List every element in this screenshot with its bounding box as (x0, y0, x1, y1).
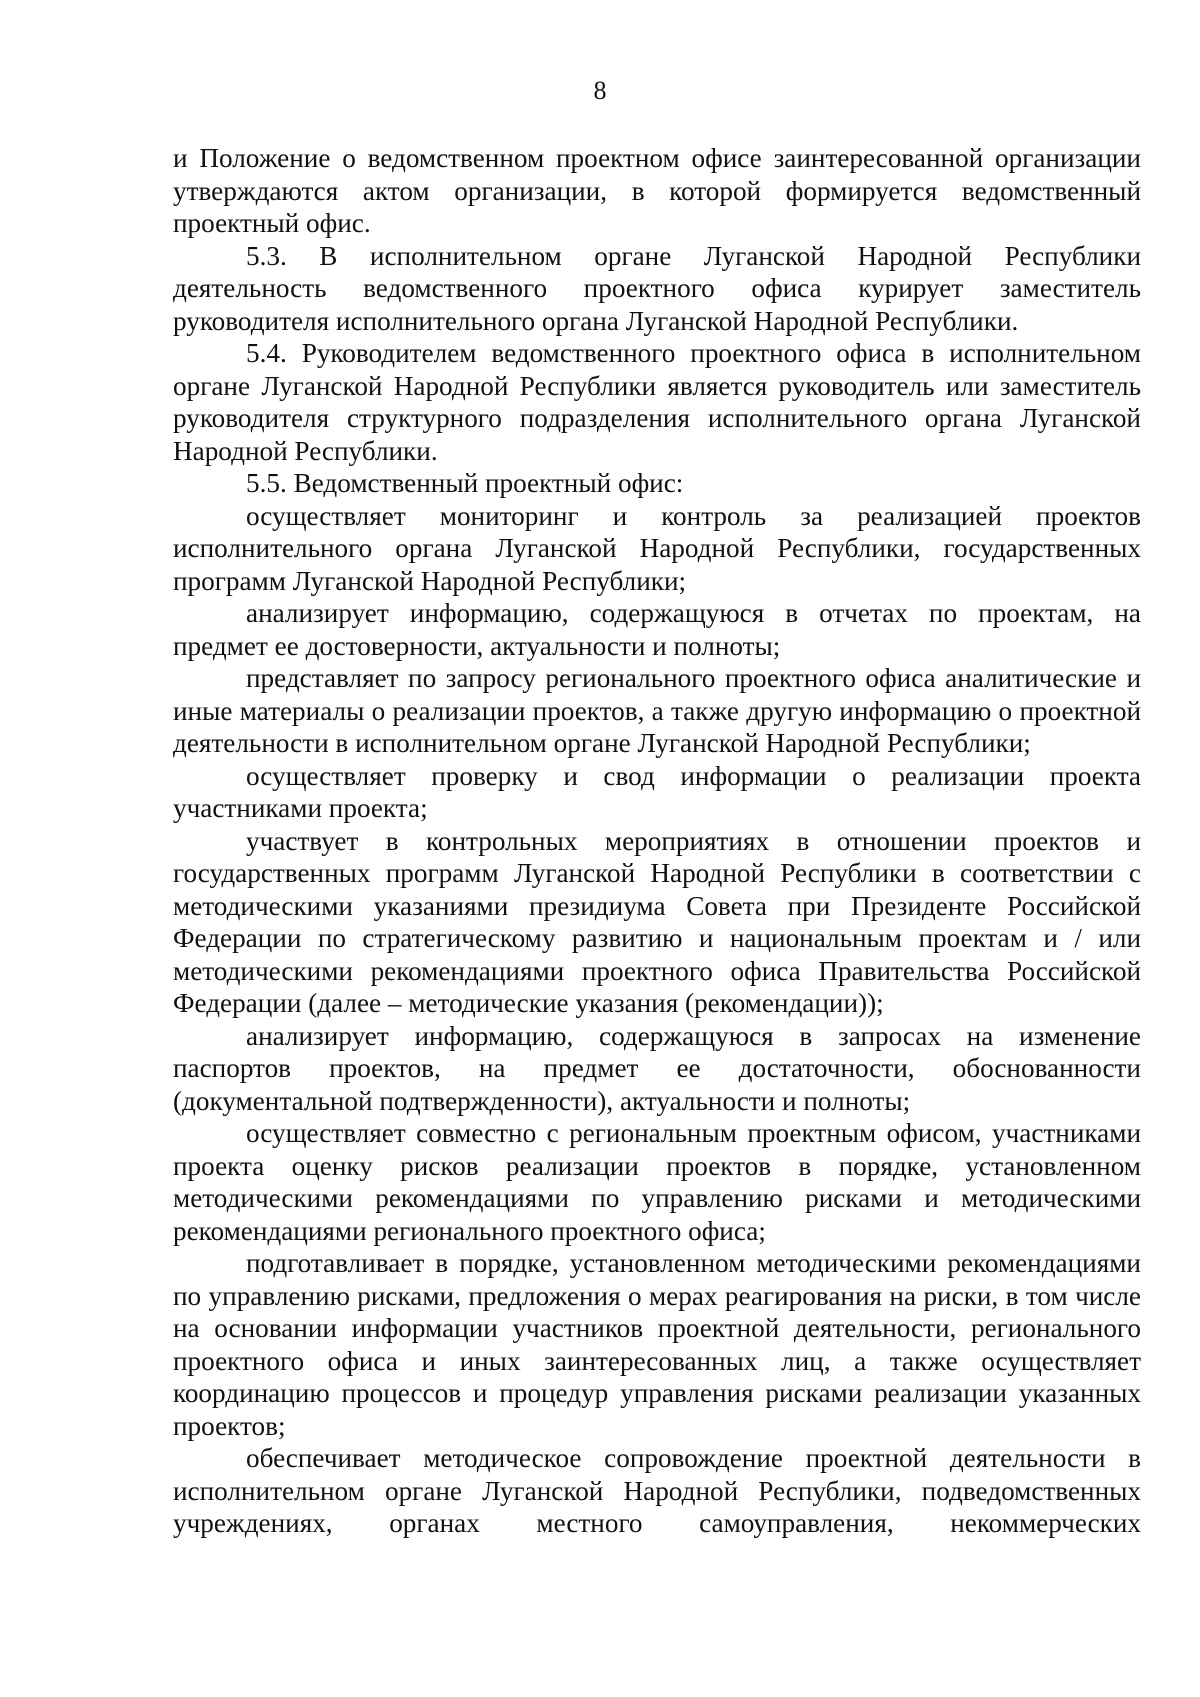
paragraph-item-verification: осуществляет проверку и свод информации о реализации проекта участниками проекта; (173, 760, 1141, 823)
paragraph-item-control-events: участвует в контрольных мероприятиях в отношении проектов и государственных программ Луганской Народной Республики в соответствии с методическими указаниями президиума Совета при Президенте Российской Федерации по стратегическому развитию и национальным проектам и / или методическими рекомендациями проектного офиса Правительства Российской Федерации (далее – методические указания (рекомендации)); (173, 825, 1141, 1018)
paragraph-continuation: и Положение о ведомственном проектном офисе заинтересованной организации утверждаются актом организации, в которой формируется ведомственный проектный офис. (173, 143, 1141, 238)
paragraph-5-5-heading: 5.5. Ведомственный проектный офис: (246, 468, 684, 498)
paragraph-item-analysis-reports: анализирует информацию, содержащуюся в отчетах по проектам, на предмет ее достоверности, актуальности и полноты; (173, 598, 1141, 661)
paragraph-item-risk-proposals: подготавливает в порядке, установленном методическими рекомендациями по управлению рисками, предложения о мерах реагирования на риски, в том числе на основании информации участников проектной деятельности, регионального проектного офиса и иных заинтересованных лиц, а также осуществляет координацию процессов и процедур управления рисками реализации указанных проектов; (173, 1248, 1141, 1441)
page-number: 8 (593, 76, 607, 105)
paragraph-5-4: 5.4. Руководителем ведомственного проектного офиса в исполнительном органе Луганской Народной Республики является руководитель или заместитель руководителя структурного подразделения исполнительного органа Луганской Народной Республики. (173, 338, 1141, 466)
paragraph-item-analysis-requests: анализирует информацию, содержащуюся в запросах на изменение паспортов проектов, на предмет ее достаточности, обоснованности (документальной подтвержденности), актуальности и полноты; (173, 1020, 1141, 1116)
paragraph-item-methodical-support: обеспечивает методическое сопровождение проектной деятельности в исполнительном органе Луганской Народной Республики, подведомственных учреждениях, органах местного самоуправления, некоммерческих (173, 1443, 1141, 1538)
paragraph-item-monitoring: осуществляет мониторинг и контроль за реализацией проектов исполнительного органа Луганской Народной Республики, государственных программ Луганской Народной Республики; (173, 500, 1141, 596)
paragraph-item-materials: представляет по запросу регионального проектного офиса аналитические и иные материалы о реализации проектов, а также другую информацию о проектной деятельности в исполнительном органе Луганской Народной Республики; (173, 663, 1141, 758)
paragraph-5-3: 5.3. В исполнительном органе Луганской Народной Республики деятельность ведомственного проектного офиса курирует заместитель руководителя исполнительного органа Луганской Народной Республики. (173, 240, 1141, 336)
paragraph-item-risk-assessment: осуществляет совместно с региональным проектным офисом, участниками проекта оценку рисков реализации проектов в порядке, установленном методическими рекомендациями по управлению рисками и методическими рекомендациями регионального проектного офиса; (173, 1118, 1141, 1246)
document-body (173, 142, 1141, 1540)
